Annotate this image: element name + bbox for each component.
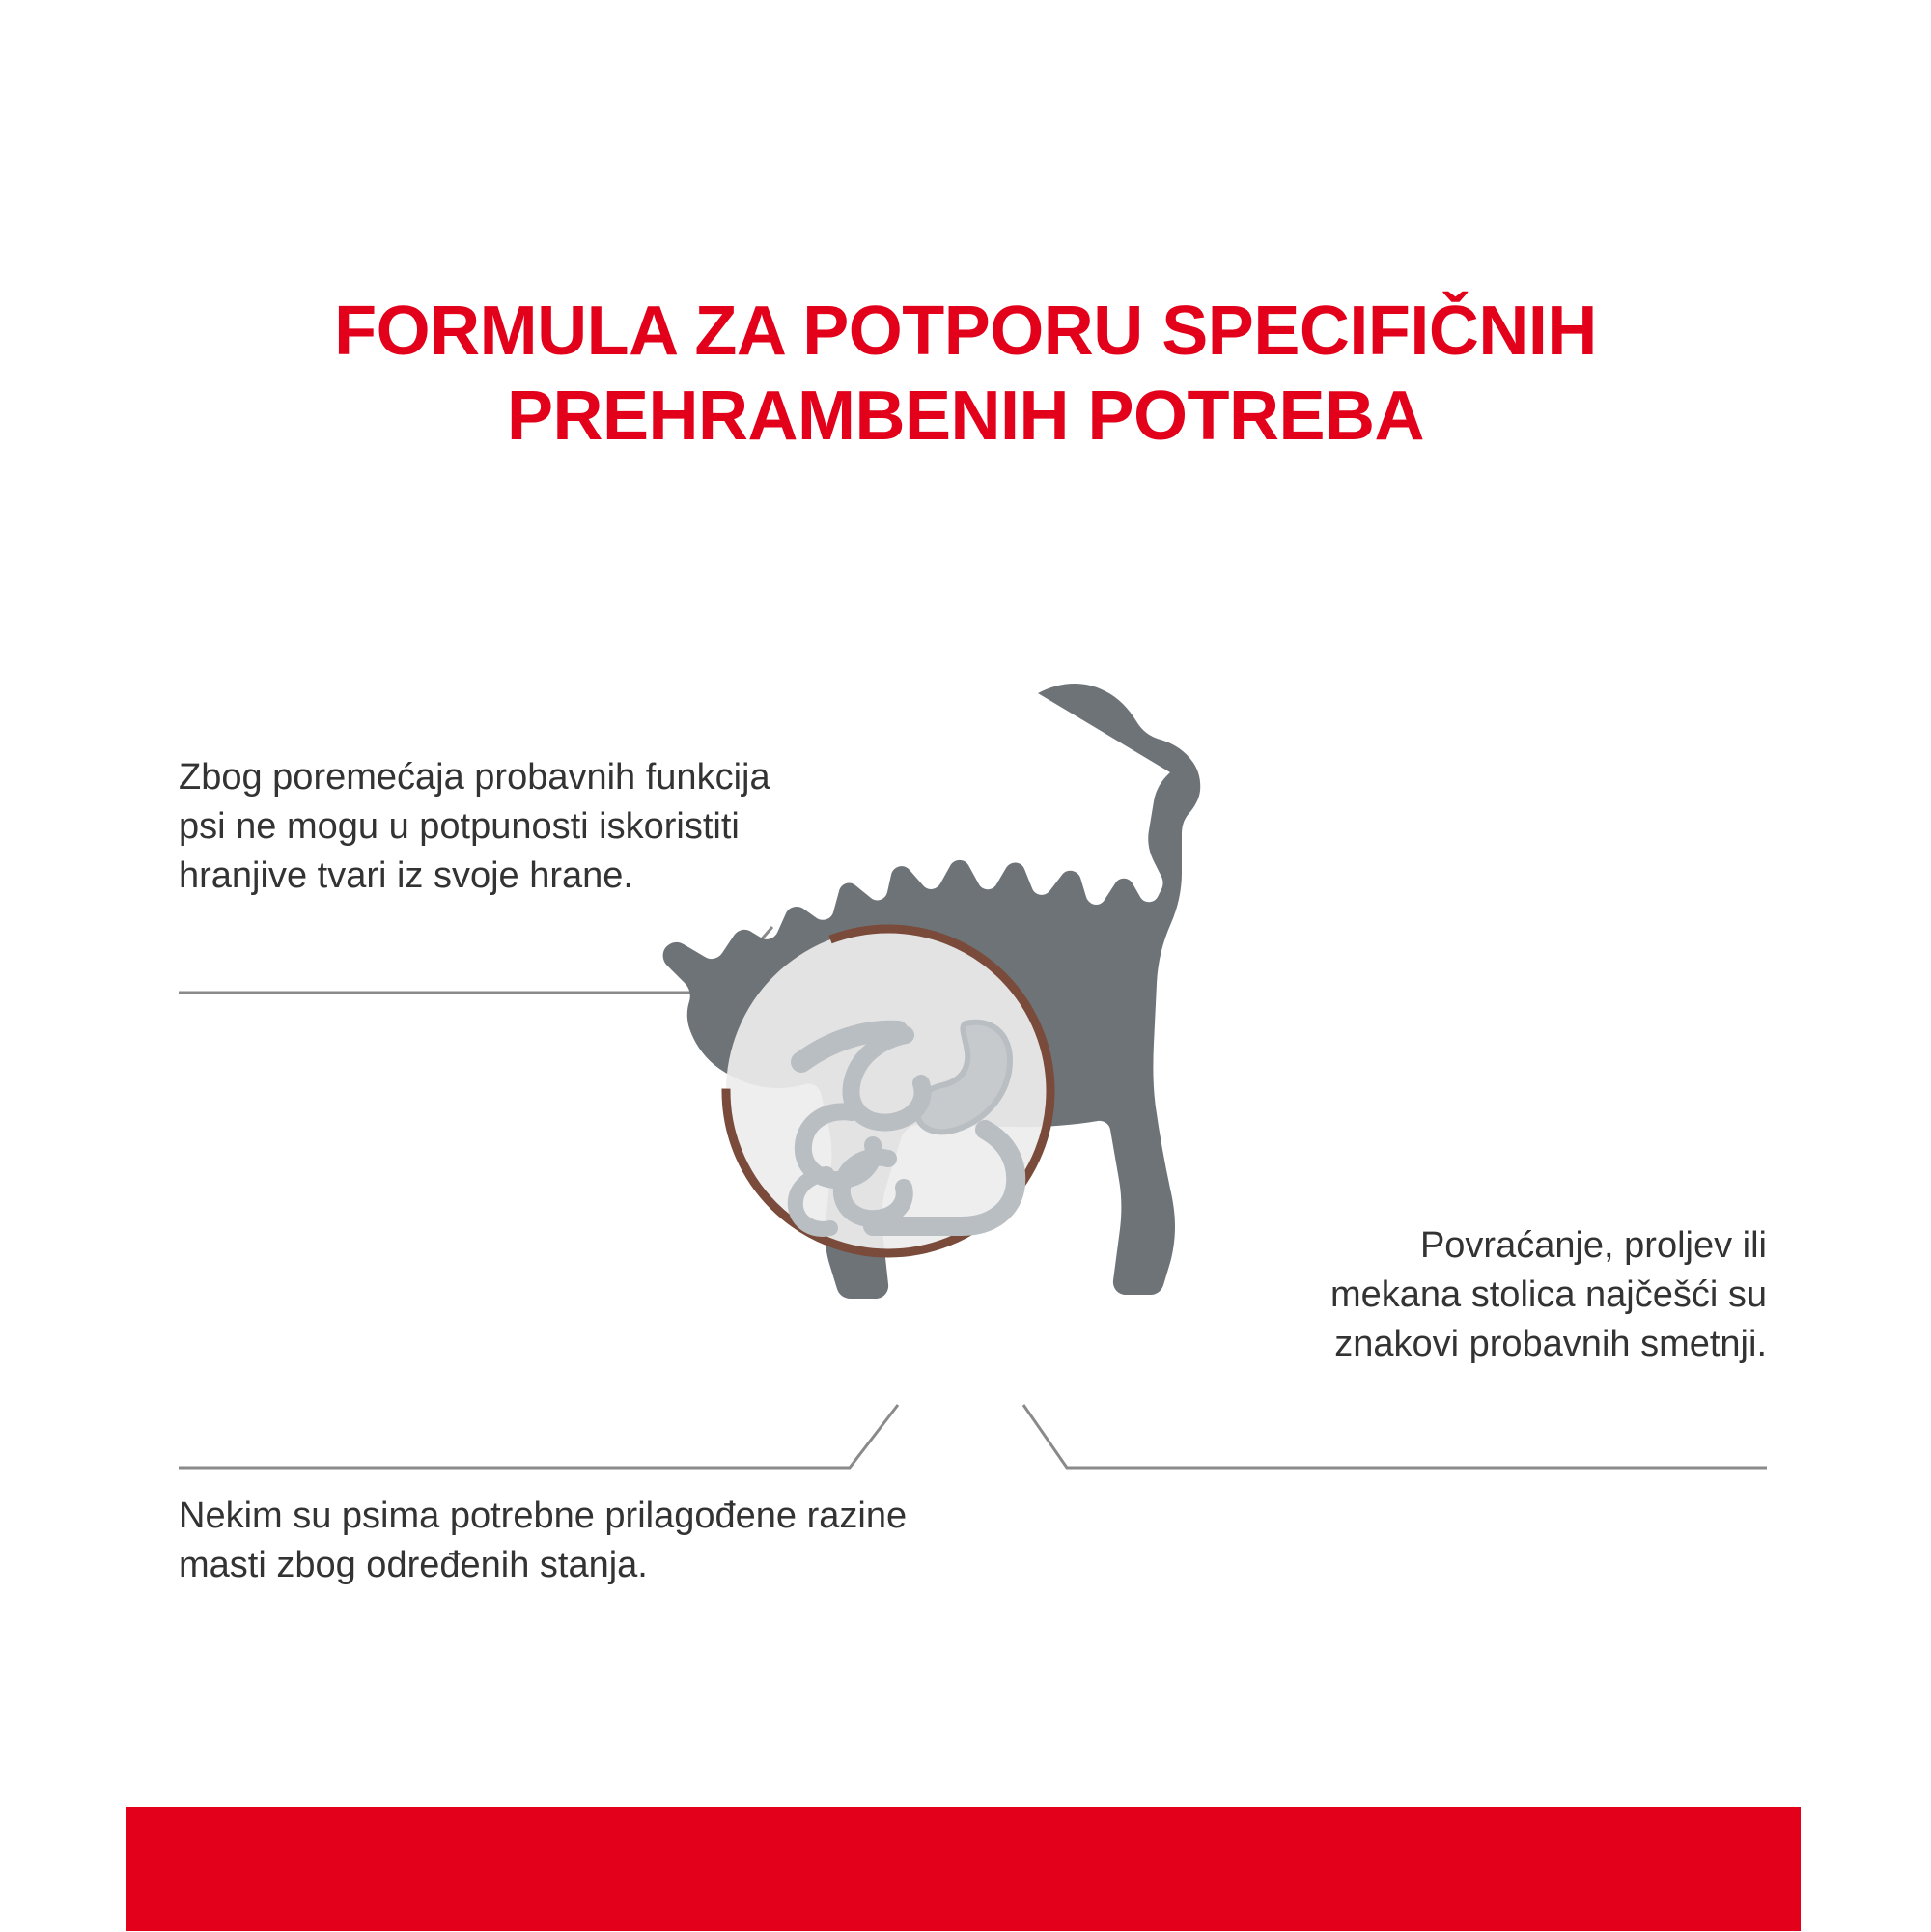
royal-canin-crown-icon <box>208 1813 439 1927</box>
page-title-line-2: PREHRAMBENIH POTREBA <box>506 377 1425 455</box>
footer-right-spacer <box>1801 1807 1931 1931</box>
page-title <box>145 290 1786 460</box>
page-title-line-1: FORMULA ZA POTPORU SPECIFIČNIH <box>334 293 1597 370</box>
footer-left-spacer <box>0 1807 126 1931</box>
callout-fat-levels: Nekim su psima potrebne prilagođene razine masti zbog određenih stanja. <box>179 1496 908 1585</box>
callout-digestive-signs: Povraćanje, proljev ili mekana stolica najčešći su znakovi probavnih smetnji. <box>1330 1225 1767 1364</box>
callout-digestive-function: Zbog poremećaja probavnih funkcija psi ne mogu u potpunosti iskoristiti hranjive tvari iz svoje hrane. <box>179 757 770 896</box>
